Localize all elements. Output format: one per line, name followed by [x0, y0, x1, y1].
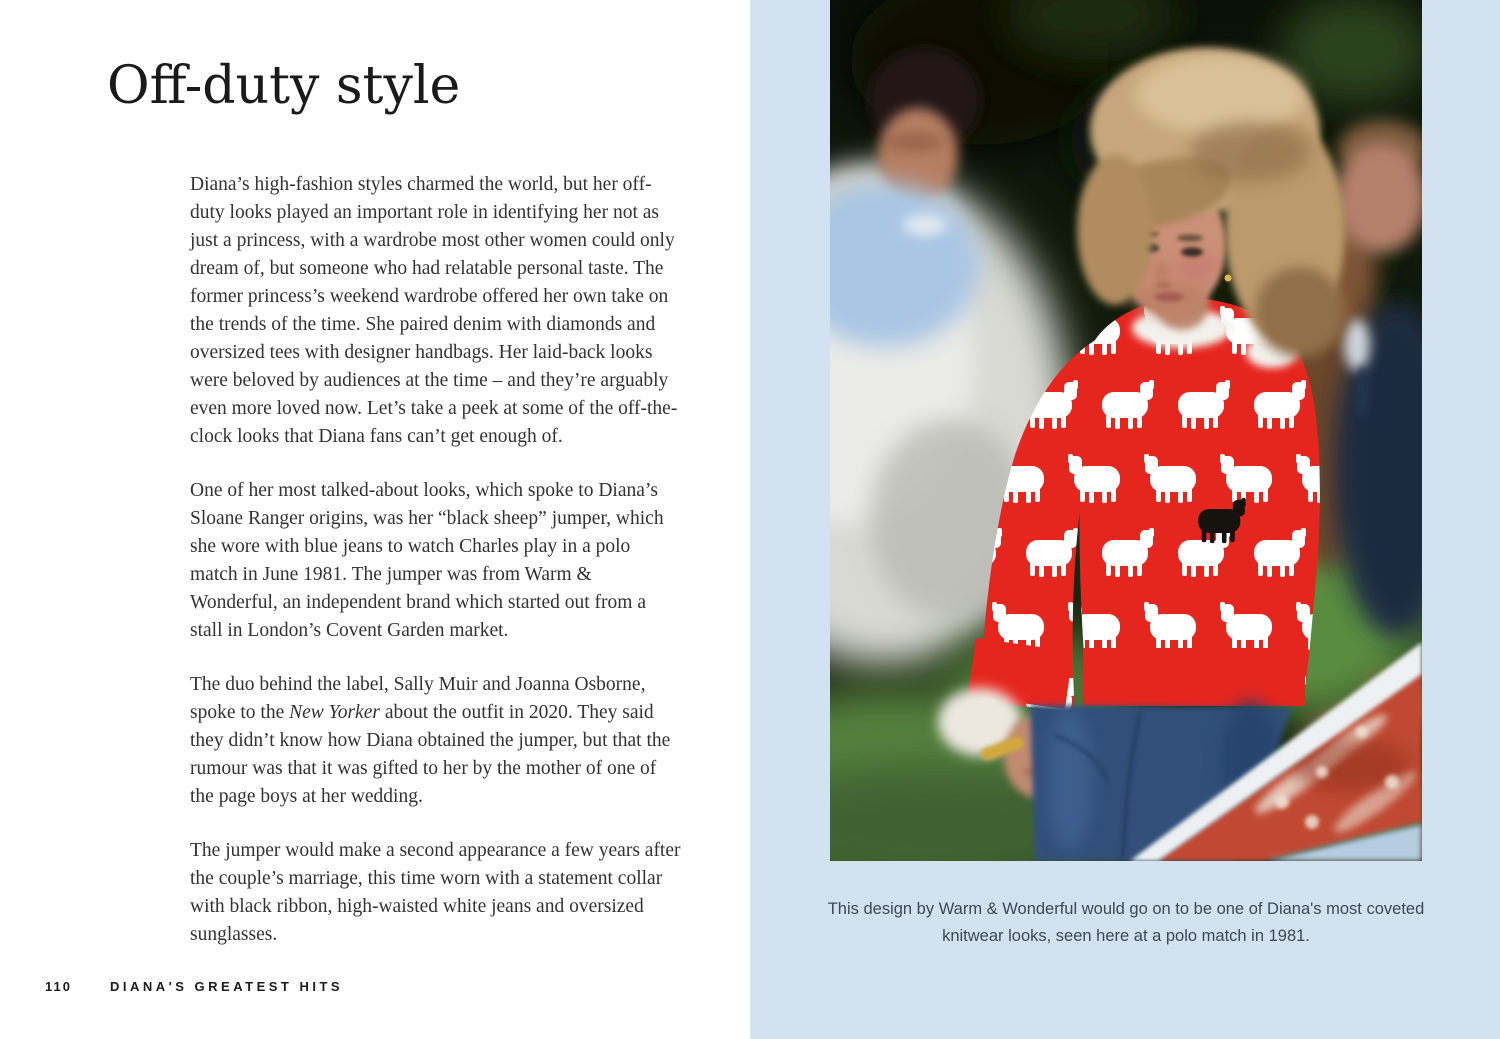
polo-match-photo — [830, 0, 1422, 861]
paragraph-4: The jumper would make a second appearance a few years after the couple’s marriage, this time worn with a statement collar with black ribbon, high-waisted white jeans and oversized sunglasses. — [190, 840, 681, 945]
right-page — [750, 0, 1500, 1039]
man-at-right — [1333, 120, 1422, 638]
paragraph-1: Diana’s high-fashion styles charmed the world, but her off-duty looks played an important role in identifying her not as just a princess, with a wardrobe most other women could only dream of, but someone who had relatable personal taste. The former princess’s weekend wardrobe offered her own take on the trends of the time. She paired denim with diamonds and oversized tees with designer handbags. Her laid-back looks were beloved by audiences at the time – and they’re arguably even more loved now. Let’s take a peek at some of the off-the-clock looks that Diana fans can’t get enough of. — [190, 174, 678, 447]
paragraph-3-start: The duo behind the label, Sally Muir and Joanna Osborne, spoke to the — [190, 674, 646, 723]
paragraph-3-end: about the outfit in 2020. They said they didn’t know how Diana obtained the jumper, but that the rumour was that it was gifted to her by the mother of one of the page boys at her wedding. — [190, 702, 671, 807]
body-text — [190, 171, 682, 975]
paragraph-2: One of her most talked-about looks, which spoke to Diana’s Sloane Ranger origins, was her “black sheep” jumper, which she wore with blue jeans to watch Charles play in a polo match in June 1981. The jumper was from Warm & Wonderful, an independent brand which started out from a stall in London’s Covent Garden market. — [190, 480, 664, 641]
jumper-waistband — [1083, 648, 1305, 706]
photo-caption: This design by Warm & Wonderful would go on to be one of Diana's most coveted knitwear looks, seen here at a polo match in 1981. — [827, 900, 1425, 945]
page-title: Off-duty style — [107, 56, 461, 116]
earring — [1225, 275, 1232, 282]
paragraph-3 — [190, 671, 682, 811]
page-number: 110 — [45, 979, 72, 994]
running-book-title: DIANA'S GREATEST HITS — [110, 979, 344, 994]
publication-name: New Yorker — [289, 702, 380, 723]
